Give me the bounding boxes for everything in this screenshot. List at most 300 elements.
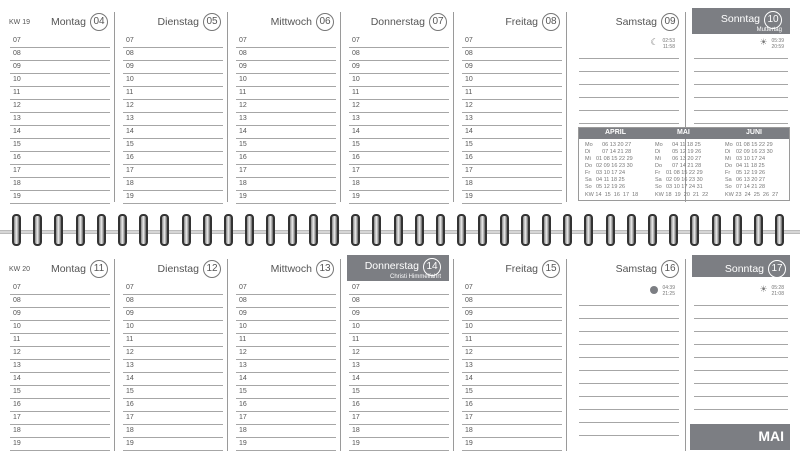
hour-label: 07	[465, 37, 473, 44]
weekday-label: Fr	[655, 170, 661, 176]
date-list: 01 08 15 22 29	[736, 142, 773, 148]
hour-label: 08	[126, 50, 134, 57]
kw-row-mai: KW 18 19 20 21 22	[655, 192, 709, 198]
day-number: 11	[90, 260, 108, 278]
set-time: 21:08	[771, 291, 784, 297]
hour-row	[236, 282, 336, 295]
weekday-label: So	[585, 184, 592, 190]
set-time: 20:59	[771, 44, 784, 50]
hour-row	[123, 48, 223, 61]
weekday-label: Mi	[655, 156, 661, 162]
hour-label: 08	[239, 297, 247, 304]
hour-label: 13	[465, 362, 473, 369]
binding-ring	[97, 214, 106, 246]
hour-label: 07	[13, 37, 21, 44]
week-number: KW 20	[9, 266, 31, 273]
hour-label: 18	[352, 180, 360, 187]
hour-label: 19	[126, 440, 134, 447]
day-number: 10	[764, 11, 782, 29]
hour-row	[349, 48, 449, 61]
day-header	[575, 8, 683, 30]
hour-lines	[458, 282, 564, 451]
hour-label: 16	[126, 401, 134, 408]
day-name: Montag	[50, 263, 86, 275]
hour-row	[462, 100, 562, 113]
binding-ring	[648, 214, 657, 246]
hour-label: 12	[465, 349, 473, 356]
date-list: 01 08 15 22 29	[596, 156, 633, 162]
day-name: Dienstag	[157, 263, 199, 275]
hour-label: 12	[352, 349, 360, 356]
hour-label: 09	[352, 63, 360, 70]
note-line	[579, 371, 679, 384]
hour-row	[349, 126, 449, 139]
mini-calendar-row	[655, 156, 703, 163]
hour-lines	[119, 35, 225, 204]
binding-ring	[521, 214, 530, 246]
month-mai-label: MAI	[677, 129, 690, 136]
hour-row	[236, 48, 336, 61]
date-list: 07 14 21 28	[736, 184, 766, 190]
date-list: 06 13 20 27	[666, 156, 702, 162]
mini-calendar-row	[585, 170, 633, 177]
date-list: 03 10 17 24	[736, 156, 766, 162]
hour-label: 08	[239, 50, 247, 57]
mini-calendar-row	[655, 149, 703, 156]
note-lines	[690, 293, 792, 410]
hour-label: 10	[239, 323, 247, 330]
binding-ring	[309, 214, 318, 246]
binding-ring	[690, 214, 699, 246]
hour-label: 14	[239, 375, 247, 382]
day-header	[692, 255, 790, 277]
hour-row	[236, 113, 336, 126]
hour-row	[462, 139, 562, 152]
hour-label: 11	[13, 336, 21, 343]
day-name: Donnerstag	[370, 16, 425, 28]
hour-label: 09	[239, 63, 247, 70]
hour-row	[123, 35, 223, 48]
hour-row	[10, 282, 110, 295]
hour-row	[462, 347, 562, 360]
hour-label: 17	[239, 414, 247, 421]
hour-label: 11	[126, 89, 134, 96]
hour-row	[236, 178, 336, 191]
kw-row-juni: KW 23 24 25 26 27	[725, 192, 779, 198]
hour-row	[123, 360, 223, 373]
note-line	[694, 46, 788, 59]
note-line	[694, 72, 788, 85]
binding-ring	[415, 214, 424, 246]
binding-ring	[584, 214, 593, 246]
hour-label: 07	[465, 284, 473, 291]
day-name: Samstag	[615, 16, 657, 28]
hour-row	[123, 334, 223, 347]
hour-label: 08	[352, 50, 360, 57]
hour-row	[462, 308, 562, 321]
hour-label: 18	[13, 180, 21, 187]
hour-label: 07	[352, 284, 360, 291]
month-banner	[690, 424, 790, 450]
hour-label: 07	[13, 284, 21, 291]
hour-row	[349, 113, 449, 126]
day-column-dienstag	[119, 8, 225, 206]
day-name: Sonntag	[720, 13, 760, 25]
hour-row	[236, 425, 336, 438]
weekday-label: Di	[655, 149, 661, 155]
day-column-montag	[6, 255, 112, 455]
hour-row	[462, 321, 562, 334]
day-number: 15	[542, 260, 560, 278]
hour-row	[10, 74, 110, 87]
day-header	[458, 8, 564, 30]
hour-row	[236, 126, 336, 139]
binding-ring	[478, 214, 487, 246]
day-column-mittwoch	[232, 255, 338, 455]
hour-row	[123, 399, 223, 412]
binding-ring	[606, 214, 615, 246]
hour-row	[123, 438, 223, 451]
hour-row	[462, 191, 562, 204]
note-line	[579, 85, 679, 98]
hour-row	[10, 35, 110, 48]
hour-lines	[232, 282, 338, 451]
binding-ring	[500, 214, 509, 246]
weekday-label: Di	[585, 149, 591, 155]
day-number: 16	[661, 260, 679, 278]
hour-label: 18	[239, 427, 247, 434]
date-list: 04 11 18 25	[666, 142, 701, 148]
note-line	[579, 111, 679, 124]
hour-label: 10	[465, 76, 473, 83]
day-column-donnerstag	[345, 8, 451, 206]
hour-label: 09	[465, 63, 473, 70]
binding-ring	[245, 214, 254, 246]
hour-row	[10, 191, 110, 204]
binding-ring	[330, 214, 339, 246]
hour-row	[349, 35, 449, 48]
hour-label: 13	[13, 362, 21, 369]
hour-lines	[6, 282, 112, 451]
hour-label: 19	[352, 440, 360, 447]
hour-label: 12	[352, 102, 360, 109]
date-list: 02 09 16 23 30	[736, 149, 773, 155]
weekday-label: Sa	[585, 177, 592, 183]
hour-label: 15	[465, 141, 473, 148]
hour-label: 17	[352, 414, 360, 421]
week-20	[0, 255, 800, 455]
hour-label: 16	[13, 401, 21, 408]
hour-label: 07	[239, 284, 247, 291]
hour-label: 15	[13, 141, 21, 148]
note-line	[579, 98, 679, 111]
hour-row	[123, 152, 223, 165]
hour-row	[349, 321, 449, 334]
hour-label: 17	[465, 167, 473, 174]
hour-label: 14	[352, 375, 360, 382]
hour-label: 17	[13, 414, 21, 421]
hour-row	[236, 61, 336, 74]
day-header	[347, 255, 449, 281]
hour-label: 12	[126, 102, 134, 109]
day-name: Montag	[50, 16, 86, 28]
hour-row	[462, 425, 562, 438]
binding-ring	[394, 214, 403, 246]
hour-label: 16	[239, 401, 247, 408]
hour-row	[123, 87, 223, 100]
hour-row	[236, 360, 336, 373]
hour-label: 12	[465, 102, 473, 109]
note-lines	[575, 46, 683, 124]
weekday-label: So	[655, 184, 662, 190]
hour-row	[236, 139, 336, 152]
hour-label: 09	[13, 310, 21, 317]
hour-row	[462, 334, 562, 347]
hour-row	[123, 165, 223, 178]
juni-grid	[725, 142, 773, 191]
hour-label: 14	[126, 375, 134, 382]
weekday-label: Sa	[655, 177, 662, 183]
hour-label: 14	[465, 128, 473, 135]
mini-calendar-row	[585, 177, 633, 184]
mini-calendar-row	[725, 170, 773, 177]
mini-calendar-row	[585, 142, 633, 149]
hour-row	[10, 87, 110, 100]
hour-row	[123, 282, 223, 295]
hour-label: 17	[352, 167, 360, 174]
mini-calendar-row	[655, 163, 703, 170]
hour-row	[10, 152, 110, 165]
hour-label: 18	[126, 180, 134, 187]
hour-row	[10, 438, 110, 451]
hour-label: 09	[126, 63, 134, 70]
column-divider	[227, 12, 228, 202]
hour-label: 14	[126, 128, 134, 135]
note-line	[579, 397, 679, 410]
hour-label: 18	[239, 180, 247, 187]
mini-calendar-row	[725, 142, 773, 149]
hour-row	[462, 399, 562, 412]
hour-label: 08	[465, 297, 473, 304]
hour-row	[10, 386, 110, 399]
day-number: 14	[423, 258, 441, 276]
hour-label: 19	[465, 440, 473, 447]
hour-row	[236, 165, 336, 178]
day-header	[575, 255, 683, 277]
date-list: 03 10 17 24	[596, 170, 626, 176]
day-name: Freitag	[505, 16, 538, 28]
hour-row	[349, 100, 449, 113]
date-list: 06 13 20 27	[596, 142, 632, 148]
hour-lines	[458, 35, 564, 204]
day-number: 07	[429, 13, 447, 31]
hour-row	[349, 74, 449, 87]
binding-ring	[160, 214, 169, 246]
hour-label: 12	[13, 349, 21, 356]
hour-label: 18	[126, 427, 134, 434]
hour-row	[236, 308, 336, 321]
day-header	[119, 8, 225, 30]
hour-label: 13	[126, 115, 134, 122]
hour-row	[462, 438, 562, 451]
hour-row	[349, 399, 449, 412]
day-number: 05	[203, 13, 221, 31]
date-list: 01 08 15 22 29	[666, 170, 703, 176]
column-divider	[114, 12, 115, 202]
mini-calendar-row	[725, 177, 773, 184]
hour-row	[236, 74, 336, 87]
hour-label: 11	[465, 89, 473, 96]
day-number: 12	[203, 260, 221, 278]
hour-row	[462, 113, 562, 126]
date-list: 04 11 18 25	[736, 163, 765, 169]
hour-label: 19	[239, 440, 247, 447]
week-number: KW 19	[9, 19, 31, 26]
weekday-label: Sa	[725, 177, 732, 183]
hour-row	[349, 334, 449, 347]
hour-row	[462, 178, 562, 191]
hour-label: 11	[126, 336, 134, 343]
binding-ring	[54, 214, 63, 246]
hour-label: 13	[239, 115, 247, 122]
hour-row	[349, 165, 449, 178]
binding-ring	[139, 214, 148, 246]
binding-ring	[775, 214, 784, 246]
hour-label: 15	[13, 388, 21, 395]
hour-row	[123, 412, 223, 425]
hour-label: 15	[465, 388, 473, 395]
hour-label: 10	[126, 323, 134, 330]
day-header	[692, 8, 790, 34]
hour-label: 07	[239, 37, 247, 44]
month-juni-label: JUNI	[746, 129, 762, 136]
hour-row	[462, 165, 562, 178]
day-number: 17	[768, 260, 786, 278]
binding-ring	[457, 214, 466, 246]
hour-label: 19	[239, 193, 247, 200]
hour-label: 07	[126, 284, 134, 291]
hour-row	[349, 386, 449, 399]
hour-label: 07	[352, 37, 360, 44]
hour-row	[10, 347, 110, 360]
hour-label: 17	[126, 167, 134, 174]
hour-label: 18	[352, 427, 360, 434]
sun-icon: ☀	[759, 37, 768, 47]
hour-label: 11	[352, 89, 360, 96]
hour-label: 10	[465, 323, 473, 330]
mini-calendar-row	[725, 149, 773, 156]
binding-ring	[76, 214, 85, 246]
hour-label: 12	[126, 349, 134, 356]
spiral-binding	[0, 212, 800, 248]
hour-row	[349, 152, 449, 165]
hour-label: 11	[465, 336, 473, 343]
day-name: Donnerstag	[364, 260, 419, 272]
note-line	[694, 397, 788, 410]
weekday-label: Do	[585, 163, 593, 169]
hour-row	[236, 438, 336, 451]
hour-label: 15	[126, 141, 134, 148]
hour-row	[349, 347, 449, 360]
weekday-label: Fr	[725, 170, 731, 176]
date-list: 04 11 18 25	[596, 177, 625, 183]
day-name: Samstag	[615, 263, 657, 275]
hour-row	[236, 100, 336, 113]
hour-label: 11	[239, 336, 247, 343]
april-grid	[585, 142, 633, 191]
mini-calendar-row	[585, 163, 633, 170]
hour-row	[236, 399, 336, 412]
hour-row	[462, 126, 562, 139]
hour-row	[10, 412, 110, 425]
hour-label: 08	[126, 297, 134, 304]
hour-row	[123, 321, 223, 334]
day-number: 08	[542, 13, 560, 31]
hour-row	[123, 347, 223, 360]
rise-time: 05:39	[771, 38, 784, 44]
mini-calendar-header	[579, 128, 789, 139]
hour-label: 18	[465, 427, 473, 434]
hour-row	[349, 61, 449, 74]
hour-label: 16	[126, 154, 134, 161]
hour-row	[10, 165, 110, 178]
hour-row	[349, 87, 449, 100]
binding-ring	[182, 214, 191, 246]
hour-row	[123, 61, 223, 74]
rise-time: 02:53	[662, 38, 675, 44]
hour-label: 14	[239, 128, 247, 135]
hour-row	[10, 360, 110, 373]
hour-row	[349, 308, 449, 321]
hour-label: 12	[239, 102, 247, 109]
hour-label: 07	[126, 37, 134, 44]
hour-label: 09	[352, 310, 360, 317]
hour-row	[10, 113, 110, 126]
day-header	[232, 8, 338, 30]
hour-row	[10, 100, 110, 113]
hour-label: 17	[465, 414, 473, 421]
hour-label: 10	[13, 323, 21, 330]
day-header	[119, 255, 225, 277]
hour-row	[462, 412, 562, 425]
day-header	[6, 8, 112, 30]
weekday-label: So	[725, 184, 732, 190]
hour-row	[10, 373, 110, 386]
hour-row	[123, 295, 223, 308]
hour-row	[123, 178, 223, 191]
binding-ring	[733, 214, 742, 246]
binding-ring	[12, 214, 21, 246]
binding-ring	[33, 214, 42, 246]
column-divider	[566, 12, 567, 202]
hour-row	[123, 308, 223, 321]
hour-row	[349, 438, 449, 451]
mini-calendar-row	[725, 184, 773, 191]
hour-row	[123, 126, 223, 139]
hour-row	[462, 74, 562, 87]
date-list: 07 14 21 28	[596, 149, 632, 155]
day-name: Mittwoch	[270, 16, 312, 28]
hour-row	[462, 35, 562, 48]
hour-label: 13	[465, 115, 473, 122]
binding-ring	[351, 214, 360, 246]
note-line	[694, 384, 788, 397]
day-column-freitag	[458, 255, 564, 455]
hour-row	[349, 373, 449, 386]
note-line	[694, 332, 788, 345]
hour-lines	[345, 35, 451, 204]
hour-row	[349, 139, 449, 152]
